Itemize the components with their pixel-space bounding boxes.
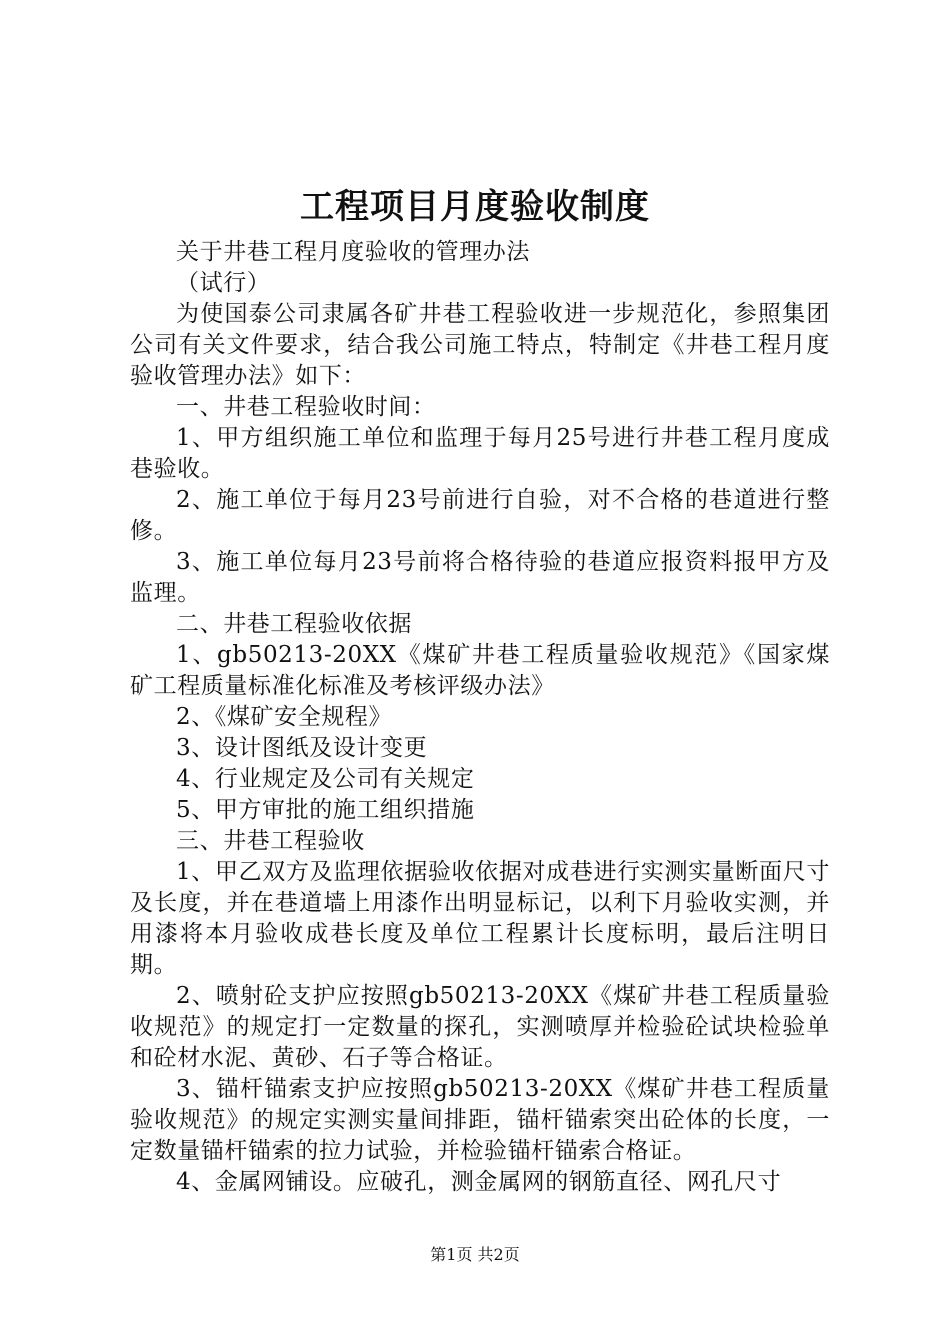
paragraph-subtitle: 关于井巷工程月度验收的管理办法	[176, 239, 530, 265]
paragraph-1-1: 1、甲方组织施工单位和监理于每月25号进行井巷工程月度成巷验收。	[130, 425, 830, 482]
paragraph-1-2: 2、施工单位于每月23号前进行自验，对不合格的巷道进行整修。	[130, 487, 830, 544]
paragraph-3-2: 2、喷射砼支护应按照gb50213-20XX《煤矿井巷工程质量验收规范》的规定打一定数量的探孔，实测喷厚并检验砼试块检验单和砼材水泥、黄砂、石子等合格证。	[130, 983, 830, 1071]
paragraph-3-3: 3、锚杆锚索支护应按照gb50213-20XX《煤矿井巷工程质量验收规范》的规定实测实量间排距，锚杆锚索突出砼体的长度，一定数量锚杆锚索的拉力试验，并检验锚杆锚索合格证。	[130, 1076, 830, 1164]
document-title: 工程项目月度验收制度	[300, 187, 650, 227]
paragraph-trial-note: （试行）	[176, 270, 271, 296]
paragraph-intro: 为使国泰公司隶属各矿井巷工程验收进一步规范化，参照集团公司有关文件要求，结合我公司施工特点，特制定《井巷工程月度验收管理办法》如下：	[130, 301, 830, 389]
paragraph-3-1: 1、甲乙双方及监理依据验收依据对成巷进行实测实量断面尺寸及长度，并在巷道墙上用漆作出明显标记，以利下月验收实测，并用漆将本月验收成巷长度及单位工程累计长度标明，最后注明日期。	[130, 859, 830, 978]
document-body	[130, 237, 830, 1198]
page-footer: 第1页 共2页	[430, 1245, 520, 1264]
paragraph-2-2: 2、《煤矿安全规程》	[176, 704, 393, 730]
section-heading-3: 三、井巷工程验收	[176, 828, 365, 854]
paragraph-3-4: 4、金属网铺设。应破孔，测金属网的钢筋直径、网孔尺寸	[176, 1169, 782, 1195]
section-heading-2: 二、井巷工程验收依据	[176, 611, 412, 637]
paragraph-2-5: 5、甲方审批的施工组织措施	[176, 797, 475, 823]
paragraph-2-3: 3、设计图纸及设计变更	[176, 735, 428, 761]
paragraph-1-3: 3、施工单位每月23号前将合格待验的巷道应报资料报甲方及监理。	[130, 549, 830, 606]
paragraph-2-1: 1、gb50213-20XX《煤矿井巷工程质量验收规范》《国家煤矿工程质量标准化标准及考核评级办法》	[130, 642, 830, 699]
paragraph-2-4: 4、行业规定及公司有关规定	[176, 766, 475, 792]
section-heading-1: 一、井巷工程验收时间：	[176, 394, 436, 420]
